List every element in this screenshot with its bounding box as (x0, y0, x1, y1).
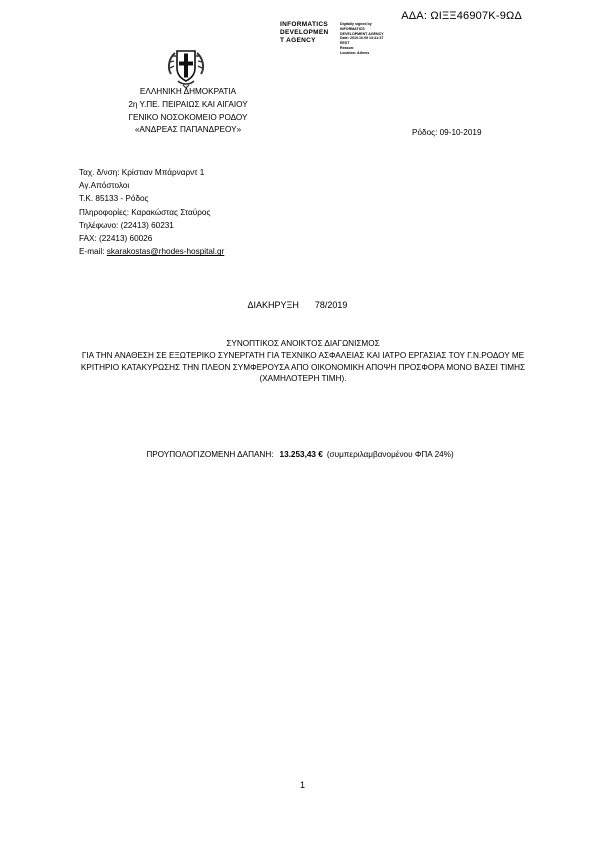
issuer-block (90, 86, 286, 137)
subject-block (80, 338, 526, 385)
issuer-line: ΓΕΝΙΚΟ ΝΟΣΟΚΟΜΕΙΟ ΡΟΔΟΥ (128, 112, 248, 122)
signature-detail-line: Date: 2019.10.09 13:41:37 (340, 36, 384, 41)
contact-fax: FAX: (22413) 60026 (79, 234, 153, 244)
contact-email-label: E-mail: (79, 247, 107, 257)
contact-info: Πληροφορίες: Καρακώστας Σταύρος (79, 207, 211, 217)
page-number: 1 (300, 780, 306, 790)
contact-block (79, 166, 224, 258)
signature-details (340, 22, 384, 56)
declaration-title (0, 300, 595, 310)
issuer-line: «ΑΝΔΡΕΑΣ ΠΑΠΑΝΔΡΕΟΥ» (134, 125, 242, 135)
greek-coat-of-arms-icon (166, 44, 206, 90)
budget-vat-note: (συμπεριλαμβανομένου ΦΠΑ 24%) (326, 450, 454, 459)
signature-detail-line: Digitally signed by (340, 22, 372, 26)
signature-detail-line: Reason: (340, 45, 355, 50)
signature-detail-line: Location: Athens (340, 50, 370, 55)
signature-signer-line: T AGENCY (280, 37, 316, 44)
document-date: Ρόδος: 09-10-2019 (412, 128, 482, 137)
contact-phone: Τηλέφωνο: (22413) 60231 (79, 220, 174, 230)
signature-signer-line: DEVELOPMEN (280, 29, 329, 36)
issuer-line: ΕΛΛΗΝΙΚΗ ΔΗΜΟΚΡΑΤΙΑ (139, 87, 237, 96)
issuer-line: 2η Υ.ΠΕ. ΠΕΙΡΑΙΩΣ ΚΑΙ ΑΙΓΑΙΟΥ (128, 99, 248, 109)
budget-label: ΠΡΟΥΠΟΛΟΓΙΖΟΜΕΝΗ ΔΑΠΑΝΗ: (146, 450, 274, 459)
declaration-label: ΔΙΑΚΗΡΥΞΗ (247, 300, 299, 310)
contact-address: Ταχ. δ/νση: Κρίστιαν Μπάρναρντ 1 (79, 168, 205, 177)
signature-detail-line: EEST (340, 41, 350, 46)
declaration-number: 78/2019 (314, 300, 348, 310)
digital-signature-stamp (280, 21, 400, 57)
signature-detail-line: DEVELOPMENT AGENCY (340, 31, 384, 36)
signature-signer (280, 21, 329, 45)
subject-line-2: ΓΙΑ ΤΗΝ ΑΝΑΘΕΣΗ ΣΕ ΕΞΩΤΕΡΙΚΟ ΣΥΝΕΡΓΑΤΗ ΓΙΑ ΤΕΧΝΙΚΟ ΑΣΦΑΛΕΙΑΣ ΚΑΙ ΙΑΤΡΟ ΕΡΓΑΣΙΑΣ ΤΟΥ Γ.Ν.ΡΟΔΟΥ ΜΕ ΚΡΙΤΗΡΙΟ ΚΑΤΑΚΥΡΩΣΗΣ ΤΗΝ ΠΛΕΟΝ ΣΥΜΦΕΡΟΥΣΑ ΑΠΟ ΟΙΚΟΝΟΜΙΚΗ ΑΠΟΨΗ ΠΡΟΣΦΟΡΑ ΜΟΝΟ ΒΑΣΕΙ ΤΙΜΗΣ (ΧΑΜΗΛΟΤΕΡΗ ΤΙΜΗ). (80, 350, 526, 384)
ada-code: ΑΔΑ: ΩΙΞΞ46907Κ-9ΩΔ (401, 10, 522, 22)
contact-email-link[interactable]: skarakostas@rhodes-hospital.gr (106, 247, 225, 257)
budget-line (0, 450, 595, 459)
contact-postal: Τ.Κ. 85133 - Ρόδος (79, 194, 149, 204)
signature-signer-line: INFORMATICS (280, 21, 328, 28)
budget-amount: 13.253,43 € (279, 450, 323, 459)
contact-email-row (79, 245, 224, 258)
subject-line-1: ΣΥΝΟΠΤΙΚΟΣ ΑΝΟΙΚΤΟΣ ΔΙΑΓΩΝΙΣΜΟΣ (226, 339, 380, 348)
contact-area: Αγ.Απόστολοι (79, 181, 130, 191)
signature-detail-line: INFORMATICS (340, 26, 365, 31)
